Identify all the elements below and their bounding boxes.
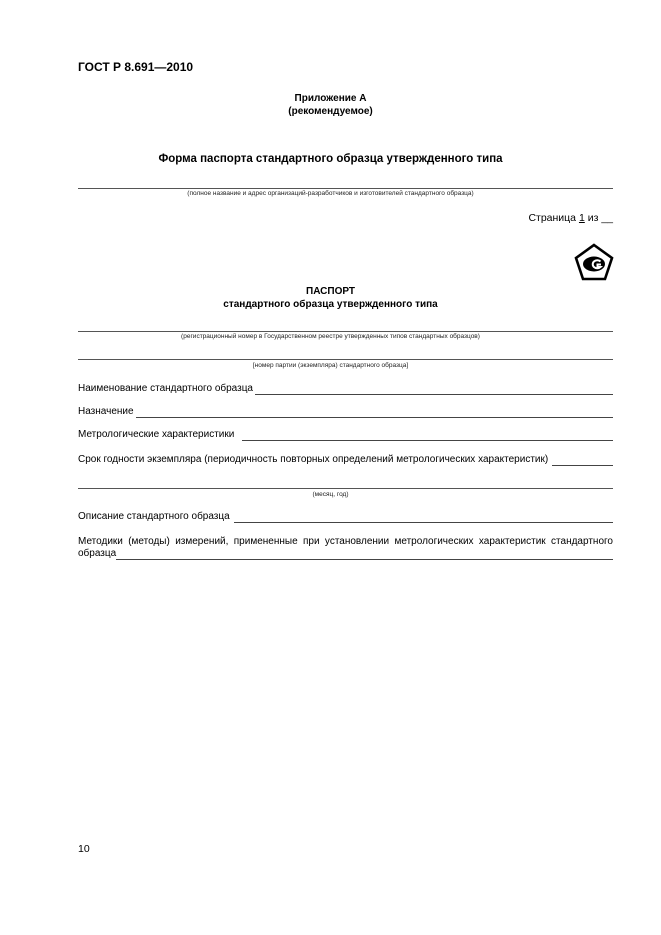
month-year-caption: (месяц, год) bbox=[312, 491, 349, 498]
page-counter-separator: из bbox=[584, 212, 602, 224]
page-number: 10 bbox=[78, 843, 90, 855]
page-counter bbox=[528, 212, 613, 224]
standard-code: ГОСТ Р 8.691—2010 bbox=[78, 60, 194, 74]
field-purpose-input-line[interactable] bbox=[136, 406, 613, 418]
field-metrological-label: Метрологические характеристики bbox=[78, 429, 235, 440]
field-description-input-line[interactable] bbox=[234, 511, 613, 523]
form-title: Форма паспорта стандартного образца утвержденного типа bbox=[158, 153, 503, 165]
passport-heading bbox=[0, 285, 661, 311]
month-year-line[interactable] bbox=[78, 488, 613, 489]
org-caption: (полное название и адрес организаций-разработчиков и изготовителей стандартного образца) bbox=[187, 190, 474, 197]
field-name-label: Наименование стандартного образца bbox=[78, 383, 253, 394]
field-description bbox=[78, 511, 613, 523]
field-metrological bbox=[78, 429, 613, 441]
field-purpose-label: Назначение bbox=[78, 406, 134, 417]
appendix-heading bbox=[0, 92, 661, 118]
registration-line[interactable] bbox=[78, 331, 613, 332]
passport-title: ПАСПОРТ bbox=[306, 286, 355, 297]
field-metrological-input-line[interactable] bbox=[242, 429, 613, 441]
registration-caption: (регистрационный номер в Государственном реестре утвержденных типов стандартных образцов) bbox=[181, 333, 480, 340]
field-shelf-life bbox=[78, 454, 613, 466]
page-counter-current: 1 bbox=[578, 212, 585, 224]
field-purpose bbox=[78, 406, 613, 418]
field-methods-input-line[interactable] bbox=[116, 548, 613, 560]
field-shelf-life-label: Срок годности экземпляра (периодичность повторных определений метрологических характеристик) bbox=[78, 454, 549, 465]
gost-r-certification-mark-icon bbox=[573, 242, 615, 282]
page-counter-total: __ bbox=[601, 212, 613, 224]
passport-subtitle: стандартного образца утвержденного типа bbox=[223, 299, 438, 310]
field-methods-label-line1: Методики (методы) измерений, примененные при установлении метрологических характеристик стандартного bbox=[78, 536, 613, 547]
field-methods bbox=[78, 548, 613, 560]
field-name-input-line[interactable] bbox=[255, 383, 613, 395]
field-shelf-life-input-line[interactable] bbox=[552, 454, 613, 466]
field-description-label: Описание стандартного образца bbox=[78, 511, 230, 522]
field-methods-label-line2: образца bbox=[78, 548, 117, 559]
field-name bbox=[78, 383, 613, 395]
batch-caption: [номер партии (экземпляра) стандартного образца] bbox=[252, 362, 409, 369]
page-counter-prefix: Страница bbox=[528, 212, 579, 224]
appendix-title: Приложение А bbox=[294, 93, 367, 104]
batch-line[interactable] bbox=[78, 359, 613, 360]
appendix-status: (рекомендуемое) bbox=[288, 106, 373, 117]
org-line bbox=[78, 188, 613, 189]
